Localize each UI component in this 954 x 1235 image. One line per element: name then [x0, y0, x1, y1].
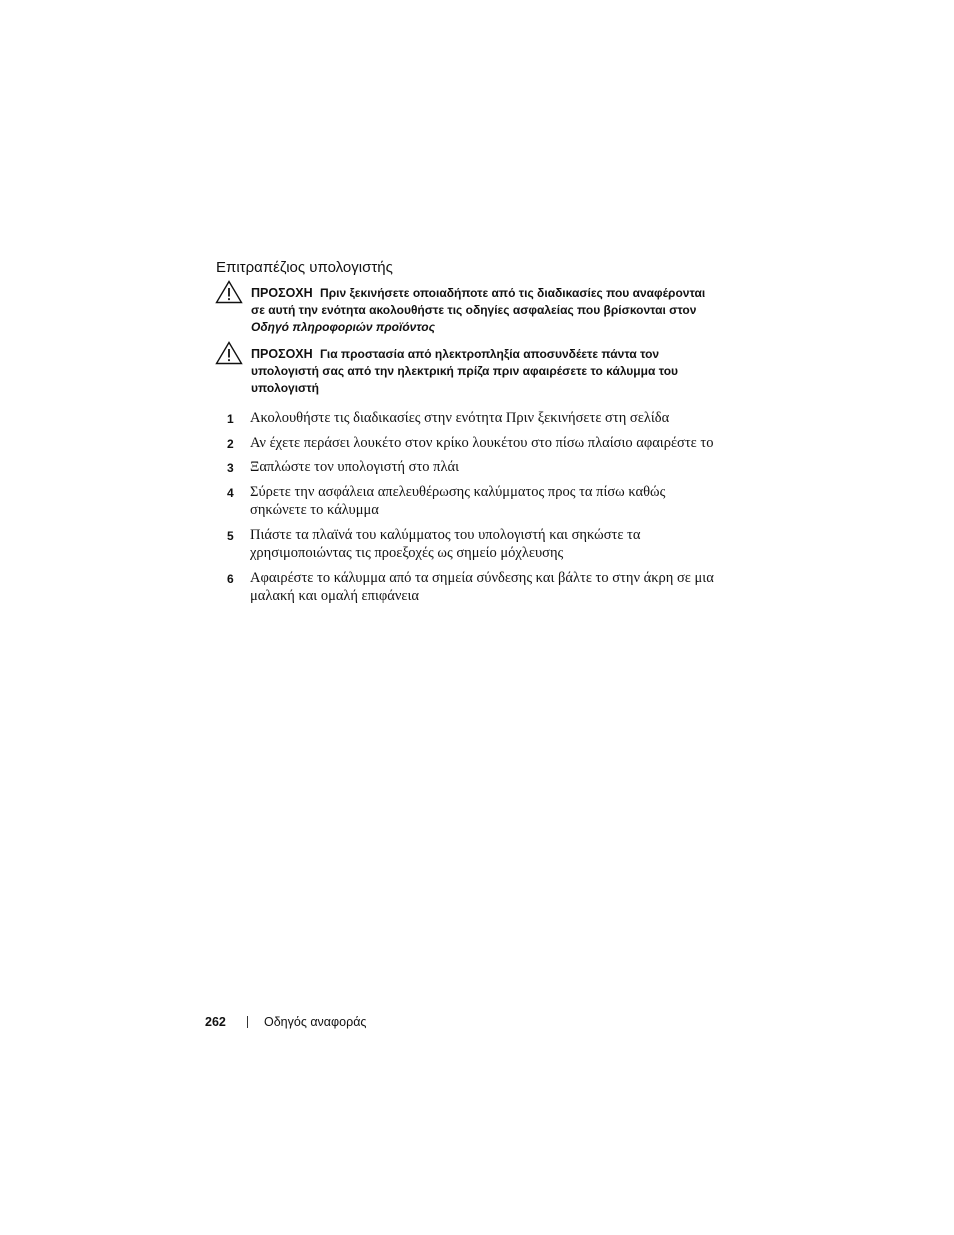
- caution-label: ΠΡΟΣΟΧΗ: [251, 347, 313, 361]
- step-number: 4: [227, 485, 234, 500]
- step-item: [226, 458, 726, 477]
- step-number: 1: [227, 412, 234, 426]
- page-footer: [205, 1015, 366, 1029]
- caution-book-reference: Οδηγό πληροφοριών προϊόντος: [251, 320, 435, 334]
- step-number: 6: [227, 571, 234, 586]
- book-title: Οδηγός αναφοράς: [264, 1015, 367, 1029]
- step-text: Πιάστε τα πλαϊνά του καλύμματος του υπολογιστή και σηκώστε τα χρησιμοποιώντας τις προεξοχές ως σημείο μόχλευσης: [250, 526, 641, 561]
- step-text: Ακολουθήστε τις διαδικασίες στην ενότητα Πριν ξεκινήσετε στη σελίδα: [250, 410, 670, 426]
- caution-body: Για προστασία από ηλεκτροπληξία αποσυνδέετε πάντα τον υπολογιστή σας από την ηλεκτρική πρίζα πριν αφαιρέσετε το κάλυμμα του υπολογιστή: [251, 347, 679, 395]
- step-number: 3: [227, 461, 234, 475]
- step-item: [226, 483, 726, 520]
- caution-text-2: [251, 346, 721, 397]
- footer-divider: [247, 1016, 248, 1028]
- step-text: Αφαιρέστε το κάλυμμα από τα σημεία σύνδεσης και βάλτε το στην άκρη σε μια μαλακή και ομαλή επιφάνεια: [250, 569, 714, 604]
- step-item: [226, 434, 726, 453]
- caution-text-1: [251, 285, 721, 336]
- warning-triangle-icon: [215, 341, 243, 365]
- step-number: 5: [227, 528, 234, 543]
- step-text: Ξαπλώστε τον υπολογιστή στο πλάι: [250, 459, 459, 475]
- step-number: 2: [227, 436, 234, 451]
- caution-body: Πριν ξεκινήσετε οποιαδήποτε από τις διαδικασίες που αναφέρονται σε αυτή την ενότητα ακολουθήστε τις οδηγίες ασφαλείας που βρίσκονται στον: [251, 286, 706, 317]
- page-number: 262: [205, 1015, 226, 1029]
- step-item: [226, 526, 726, 563]
- step-item: [226, 569, 726, 606]
- procedure-steps: [226, 409, 726, 606]
- caution-label: ΠΡΟΣΟΧΗ: [251, 286, 313, 300]
- warning-triangle-icon: [215, 280, 243, 304]
- step-text: Σύρετε την ασφάλεια απελευθέρωσης καλύμματος προς τα πίσω καθώς σηκώνετε το κάλυμμα: [250, 483, 666, 518]
- step-item: [226, 409, 726, 428]
- section-title: Επιτραπέζιος υπολογιστής: [216, 259, 393, 276]
- step-text: Αν έχετε περάσει λουκέτο στον κρίκο λουκέτου στο πίσω πλαίσιο αφαιρέστε το: [250, 434, 714, 451]
